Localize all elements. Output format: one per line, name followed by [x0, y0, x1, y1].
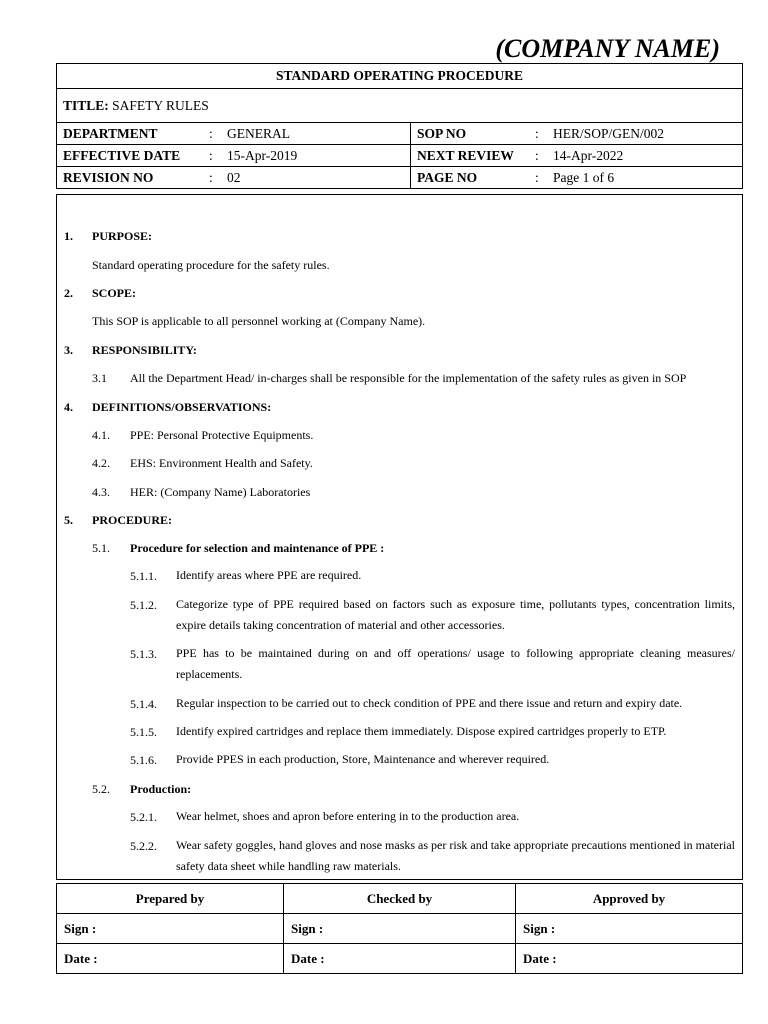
title-label: TITLE:: [63, 97, 109, 113]
effective-date-value: 15-Apr-2019: [227, 147, 298, 163]
prepared-date-field: Date :: [57, 944, 284, 974]
subsection-heading: Procedure for selection and maintenance of PPE :: [130, 541, 385, 555]
doc-title-cell: [57, 89, 743, 123]
item-text: HER: (Company Name) Laboratories: [130, 485, 311, 499]
section-number: 5.: [64, 513, 73, 527]
section-heading: PROCEDURE:: [92, 513, 172, 527]
next-review-cell: NEXT REVIEW : 14-Apr-2022: [411, 145, 743, 167]
item-number: 5.1.2.: [130, 598, 157, 612]
sop-body: [56, 194, 743, 880]
item-number: 4.2.: [92, 456, 110, 470]
approved-date-field: Date :: [516, 944, 743, 974]
item-number: 5.1.3.: [130, 647, 157, 661]
checked-date-field: Date :: [284, 944, 516, 974]
department-cell: DEPARTMENT : GENERAL: [57, 123, 411, 145]
sop-no-cell: SOP NO : HER/SOP/GEN/002: [411, 123, 743, 145]
paragraph-text: Standard operating procedure for the safety rules.: [92, 258, 330, 272]
prepared-sign-field: Sign :: [57, 914, 284, 944]
revision-no-label: REVISION NO: [63, 169, 154, 185]
revision-no-cell: REVISION NO : 02: [57, 167, 411, 189]
item-number: 5.1.6.: [130, 753, 157, 767]
section-heading: DEFINITIONS/OBSERVATIONS:: [92, 400, 272, 414]
section-number: 3.: [64, 343, 73, 357]
effective-date-cell: EFFECTIVE DATE : 15-Apr-2019: [57, 145, 411, 167]
item-number: 5.1.4.: [130, 697, 157, 711]
approved-sign-field: Sign :: [516, 914, 743, 944]
page-no-label: PAGE NO: [417, 169, 478, 185]
item-number: 5.1.: [92, 541, 110, 555]
signoff-table: [56, 883, 743, 974]
department-value: GENERAL: [227, 125, 290, 141]
section-number: 2.: [64, 286, 73, 300]
section-heading: RESPONSIBILITY:: [92, 343, 197, 357]
doc-type-heading: STANDARD OPERATING PROCEDURE: [57, 64, 743, 89]
sop-no-label: SOP NO: [417, 125, 467, 141]
subsection-heading: Production:: [130, 782, 192, 796]
company-name: (COMPANY NAME): [495, 34, 720, 63]
item-text: Categorize type of PPE required based on factors such as exposure time, pollutants types, concentration limits, expire details taking concentration of material and other accessories.: [176, 597, 735, 632]
revision-no-value: 02: [227, 169, 241, 185]
sop-header-table: [56, 63, 743, 189]
department-label: DEPARTMENT: [63, 125, 158, 141]
section-number: 4.: [64, 400, 73, 414]
section-number: 1.: [64, 229, 73, 243]
checked-sign-field: Sign :: [284, 914, 516, 944]
item-number: 4.1.: [92, 428, 110, 442]
item-text: EHS: Environment Health and Safety.: [130, 456, 313, 470]
effective-date-label: EFFECTIVE DATE: [63, 147, 181, 163]
item-number: 5.2.1.: [130, 810, 157, 824]
section-heading: PURPOSE:: [92, 229, 152, 243]
item-text: Identify areas where PPE are required.: [176, 568, 362, 582]
page-no-value: Page 1 of 6: [553, 169, 615, 185]
paragraph-text: This SOP is applicable to all personnel working at (Company Name).: [92, 314, 426, 328]
item-text: Provide PPES in each production, Store, Maintenance and wherever required.: [176, 752, 550, 766]
item-text: Wear helmet, shoes and apron before entering in to the production area.: [176, 809, 520, 823]
next-review-value: 14-Apr-2022: [553, 147, 624, 163]
item-number: 4.3.: [92, 485, 110, 499]
sop-no-value: HER/SOP/GEN/002: [553, 125, 665, 141]
item-number: 5.1.1.: [130, 569, 157, 583]
item-text: Wear safety goggles, hand gloves and nose masks as per risk and take appropriate precautions mentioned in material safety data sheet while handling raw materials.: [176, 838, 735, 873]
section-heading: SCOPE:: [92, 286, 137, 300]
item-text: All the Department Head/ in-charges shall be responsible for the implementation of the safety rules as given in SOP: [130, 371, 687, 385]
title-value: SAFETY RULES: [112, 97, 209, 113]
item-text: Identify expired cartridges and replace them immediately. Dispose expired cartridges properly to ETP.: [176, 724, 667, 738]
item-number: 5.1.5.: [130, 725, 157, 739]
item-number: 5.2.2.: [130, 839, 157, 853]
item-number: 5.2.: [92, 782, 110, 796]
item-text: PPE has to be maintained during on and off operations/ usage to following appropriate cleaning measures/ replacements.: [176, 646, 735, 681]
item-text: Regular inspection to be carried out to check condition of PPE and there issue and return and expiry date.: [176, 696, 683, 710]
prepared-by-heading: Prepared by: [57, 884, 284, 914]
page-no-cell: PAGE NO : Page 1 of 6: [411, 167, 743, 189]
item-text: PPE: Personal Protective Equipments.: [130, 428, 314, 442]
next-review-label: NEXT REVIEW: [417, 147, 514, 163]
item-number: 3.1: [92, 371, 107, 385]
approved-by-heading: Approved by: [516, 884, 743, 914]
checked-by-heading: Checked by: [284, 884, 516, 914]
